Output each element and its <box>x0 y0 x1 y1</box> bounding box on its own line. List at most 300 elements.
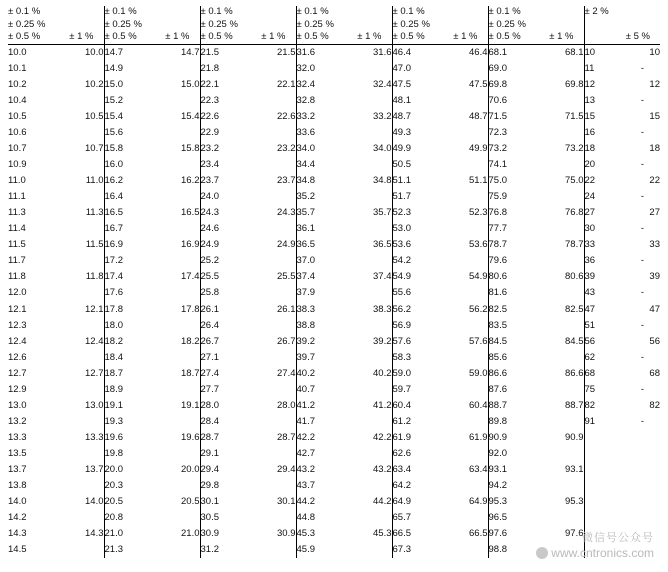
value-cell-secondary <box>440 542 488 558</box>
value-cell-secondary: 33 <box>649 239 660 251</box>
value-table-3 <box>201 45 296 559</box>
value-cell-primary: 54.9 <box>392 271 411 283</box>
value-cell-primary: 30 <box>584 223 596 235</box>
value-cell-primary: 22.1 <box>200 78 219 90</box>
value-cell-primary: 31.6 <box>296 46 315 58</box>
value-cell-secondary <box>152 125 200 141</box>
value-cell-secondary <box>622 526 660 542</box>
value-cell-secondary: - <box>640 191 644 203</box>
value-cell-primary: 16.4 <box>104 191 123 203</box>
value-cell-primary: 66.5 <box>392 528 411 540</box>
value-cell-secondary: 10.5 <box>85 110 104 122</box>
value-row <box>585 510 661 526</box>
header-group-3 <box>200 6 296 31</box>
value-cell-secondary <box>536 61 584 77</box>
value-row <box>585 542 661 558</box>
value-cell-primary: 43.2 <box>296 464 315 475</box>
value-cell-secondary: 59.0 <box>469 367 488 379</box>
value-cell-secondary: 90.9 <box>565 431 584 443</box>
value-table-2 <box>105 45 200 559</box>
value-row <box>585 350 661 366</box>
value-row <box>8 77 104 93</box>
value-cell-primary: 27.4 <box>200 367 219 379</box>
value-row <box>489 77 584 93</box>
value-row <box>8 398 104 414</box>
value-cell-secondary: 69.8 <box>565 78 584 90</box>
value-table-4 <box>297 45 392 559</box>
value-cell-secondary <box>56 350 104 366</box>
value-cell-secondary: 47 <box>649 303 660 315</box>
value-row <box>585 285 661 301</box>
value-cell-secondary <box>152 350 200 366</box>
value-cell-secondary: 13.3 <box>85 431 104 443</box>
value-row <box>489 494 584 510</box>
value-cell-primary: 16 <box>584 127 596 139</box>
value-cell-primary <box>585 510 623 526</box>
value-cell-primary: 11.4 <box>8 223 26 235</box>
value-row <box>585 382 661 398</box>
value-cell-secondary: 80.6 <box>565 271 584 283</box>
value-cell-primary <box>585 462 623 478</box>
value-cell-secondary <box>536 318 584 334</box>
value-cell-primary: 62 <box>584 351 596 363</box>
value-cell-secondary: 86.6 <box>565 367 584 379</box>
value-cell-secondary <box>344 61 392 77</box>
value-row <box>489 430 584 446</box>
value-cell-primary: 75.0 <box>488 175 507 187</box>
value-row <box>297 205 392 221</box>
header-tolerance-line: ± 0.1 % <box>200 6 233 17</box>
value-cell-secondary: 14.0 <box>85 496 104 508</box>
value-row <box>8 302 104 318</box>
value-cell-secondary: 71.5 <box>565 110 584 122</box>
value-cell-secondary <box>536 157 584 173</box>
value-cell-primary: 19.6 <box>104 431 123 443</box>
value-cell-primary: 61.9 <box>392 431 411 443</box>
value-row <box>8 221 104 237</box>
value-cell-primary: 72.3 <box>488 127 507 139</box>
value-cell-secondary: 12.7 <box>85 367 104 379</box>
value-cell-secondary <box>56 510 104 526</box>
subheader-group-1 <box>8 31 104 44</box>
value-cell-primary: 43 <box>584 287 596 299</box>
value-cell-primary: 34.8 <box>296 175 315 187</box>
subheader-right-tolerance: ± 1 % <box>453 31 478 43</box>
value-cell-secondary <box>56 189 104 205</box>
value-row <box>201 526 296 542</box>
value-cell-primary: 20.8 <box>104 512 123 524</box>
value-cell-secondary: 30.9 <box>277 528 296 540</box>
value-cell-primary: 58.3 <box>392 351 411 363</box>
value-cell-primary: 30.9 <box>200 528 219 540</box>
value-cell-primary: 98.8 <box>488 544 507 556</box>
value-row <box>201 285 296 301</box>
value-row <box>201 462 296 478</box>
value-cell-primary: 70.6 <box>488 94 507 106</box>
value-row <box>201 302 296 318</box>
value-cell-primary: 56 <box>584 335 596 347</box>
table-body-row <box>8 44 660 558</box>
value-row <box>489 318 584 334</box>
value-cell-secondary: 10.0 <box>85 46 104 58</box>
value-row <box>297 253 392 269</box>
value-cell-primary: 11.7 <box>8 255 26 267</box>
value-cell-secondary <box>248 285 296 301</box>
value-cell-primary: 49.3 <box>392 127 411 139</box>
value-cell-primary: 48.7 <box>392 110 411 122</box>
value-cell-primary: 61.2 <box>392 415 411 427</box>
value-cell-primary: 37.9 <box>296 287 315 299</box>
value-cell-secondary: 13.0 <box>85 399 104 411</box>
value-cell-secondary: 78.7 <box>565 239 584 251</box>
value-row <box>393 382 488 398</box>
value-cell-secondary: 44.2 <box>373 496 392 508</box>
value-cell-primary: 10.0 <box>8 46 27 58</box>
table-subheader-row <box>8 31 660 44</box>
subheader-left-tolerance: ± 0.5 % <box>392 31 425 43</box>
value-cell-primary: 21.5 <box>200 46 219 58</box>
value-row <box>393 141 488 157</box>
value-row <box>105 430 200 446</box>
value-cell-primary: 42.2 <box>296 431 315 443</box>
value-cell-secondary <box>536 285 584 301</box>
value-cell-primary: 11.5 <box>8 239 26 251</box>
value-cell-secondary <box>56 382 104 398</box>
value-row <box>489 269 584 285</box>
value-row <box>489 221 584 237</box>
value-cell-primary: 37.4 <box>296 271 315 283</box>
subheader-group-7 <box>584 31 660 44</box>
value-cell-secondary <box>440 510 488 526</box>
value-row <box>585 109 661 125</box>
value-table-1 <box>8 45 104 559</box>
value-cell-secondary: 12.4 <box>85 335 104 347</box>
value-cell-secondary: 32.4 <box>373 78 392 90</box>
value-cell-primary: 45.9 <box>296 544 315 556</box>
value-cell-secondary: 12 <box>649 78 660 90</box>
value-row <box>489 109 584 125</box>
value-cell-primary: 84.5 <box>488 335 507 347</box>
value-cell-primary: 93.1 <box>488 464 507 475</box>
value-row <box>201 157 296 173</box>
value-cell-primary: 76.8 <box>488 207 507 219</box>
value-row <box>489 398 584 414</box>
value-cell-primary: 13.2 <box>8 415 27 427</box>
value-cell-secondary: 10 <box>649 46 660 58</box>
value-row <box>297 93 392 109</box>
value-cell-secondary <box>440 125 488 141</box>
value-row <box>489 414 584 430</box>
value-cell-secondary <box>622 494 660 510</box>
value-row <box>489 157 584 173</box>
value-cell-secondary: 31.6 <box>373 46 392 58</box>
value-row <box>585 61 661 77</box>
value-cell-secondary <box>536 414 584 430</box>
value-cell-secondary <box>152 189 200 205</box>
watermark-chinese-text: 微信号公众号 <box>582 532 654 544</box>
value-cell-primary: 14.0 <box>8 496 27 508</box>
value-cell-secondary <box>56 125 104 141</box>
value-row <box>105 141 200 157</box>
header-tolerance-line: ± 0.1 % <box>8 6 41 17</box>
value-cell-primary: 65.7 <box>392 512 411 524</box>
value-cell-secondary: 33.2 <box>373 110 392 122</box>
value-row <box>393 366 488 382</box>
value-cell-primary: 77.7 <box>488 223 507 235</box>
value-cell-secondary: 28.7 <box>277 431 296 443</box>
value-row <box>489 173 584 189</box>
value-row <box>393 125 488 141</box>
value-row <box>489 61 584 77</box>
value-row <box>201 494 296 510</box>
value-cell-secondary <box>440 414 488 430</box>
value-cell-secondary <box>56 157 104 173</box>
value-row <box>8 253 104 269</box>
value-row <box>585 77 661 93</box>
value-cell-primary: 47.0 <box>392 62 411 74</box>
value-cell-primary: 11.3 <box>8 207 26 219</box>
header-tolerance-line: ± 0.25 % <box>392 18 430 30</box>
value-cell-primary: 24.0 <box>200 191 219 203</box>
value-cell-primary: 20.3 <box>104 480 123 492</box>
value-row <box>393 285 488 301</box>
value-cell-secondary: 88.7 <box>565 399 584 411</box>
value-row <box>297 318 392 334</box>
subheader-left-tolerance: ± 0.5 % <box>8 31 41 43</box>
value-cell-secondary: 17.8 <box>181 303 200 315</box>
value-cell-primary: 36 <box>584 255 596 267</box>
value-row <box>489 478 584 494</box>
value-row <box>201 45 296 61</box>
value-row <box>8 45 104 61</box>
value-cell-primary: 13 <box>584 94 596 106</box>
value-cell-secondary: 34.8 <box>373 175 392 187</box>
value-cell-secondary <box>344 382 392 398</box>
value-row <box>105 93 200 109</box>
value-cell-primary <box>585 494 623 510</box>
value-cell-secondary: 76.8 <box>565 207 584 219</box>
value-cell-secondary: 14.7 <box>181 46 200 58</box>
value-row <box>489 189 584 205</box>
value-row <box>585 366 661 382</box>
value-cell-secondary: 10.7 <box>85 143 104 155</box>
value-cell-primary: 56.2 <box>392 303 411 315</box>
value-cell-secondary: - <box>640 159 644 171</box>
value-cell-secondary <box>344 350 392 366</box>
value-cell-primary: 46.4 <box>392 46 411 58</box>
value-cell-primary: 33.2 <box>296 110 315 122</box>
value-cell-primary: 13.3 <box>8 431 27 443</box>
value-cell-primary <box>585 446 623 462</box>
value-cell-primary: 22 <box>584 175 596 187</box>
value-cell-primary: 64.2 <box>392 480 411 492</box>
subheader-left-tolerance: ± 0.5 % <box>296 31 329 43</box>
value-cell-secondary: 22.6 <box>277 110 296 122</box>
value-row <box>393 253 488 269</box>
value-row <box>393 93 488 109</box>
value-row <box>201 109 296 125</box>
value-row <box>105 462 200 478</box>
value-cell-secondary: 21.0 <box>181 528 200 540</box>
value-row <box>585 478 661 494</box>
value-cell-secondary: 34.0 <box>373 143 392 155</box>
value-row <box>393 334 488 350</box>
value-row <box>585 318 661 334</box>
value-cell-primary: 90.9 <box>488 431 507 443</box>
value-row <box>393 189 488 205</box>
value-cell-primary: 20.5 <box>104 496 123 508</box>
value-cell-primary: 23.4 <box>200 159 219 171</box>
value-row <box>8 478 104 494</box>
value-cell-primary: 39.7 <box>296 351 315 363</box>
value-row <box>8 414 104 430</box>
value-row <box>393 109 488 125</box>
value-cell-secondary <box>344 446 392 462</box>
value-cell-secondary: 97.6 <box>565 528 584 540</box>
value-cell-primary: 74.1 <box>488 159 507 171</box>
value-cell-secondary <box>440 61 488 77</box>
value-cell-secondary: 24.3 <box>277 207 296 219</box>
value-row <box>585 398 661 414</box>
value-cell-primary: 13.0 <box>8 399 27 411</box>
value-cell-secondary <box>56 478 104 494</box>
value-cell-secondary: 64.9 <box>469 496 488 508</box>
value-cell-secondary: 43.2 <box>373 464 392 475</box>
value-table-5 <box>393 45 488 559</box>
value-cell-secondary: 18 <box>649 143 660 155</box>
value-row <box>489 510 584 526</box>
value-cell-primary: 14.9 <box>104 62 123 74</box>
value-cell-secondary: 15.8 <box>181 143 200 155</box>
value-row <box>201 542 296 558</box>
value-cell-secondary: 68.1 <box>565 46 584 58</box>
value-row <box>297 510 392 526</box>
header-group-4 <box>296 6 392 31</box>
value-cell-secondary: 23.7 <box>277 175 296 187</box>
value-row <box>297 334 392 350</box>
subheader-group-5 <box>392 31 488 44</box>
value-cell-secondary: 42.2 <box>373 431 392 443</box>
value-row <box>201 77 296 93</box>
value-cell-secondary: 26.1 <box>277 303 296 315</box>
value-cell-secondary <box>440 350 488 366</box>
value-row <box>8 494 104 510</box>
value-cell-primary: 12.6 <box>8 351 27 363</box>
value-row <box>105 334 200 350</box>
value-row <box>105 366 200 382</box>
value-row <box>297 542 392 558</box>
value-cell-secondary: 84.5 <box>565 335 584 347</box>
value-cell-secondary <box>536 382 584 398</box>
value-row <box>489 141 584 157</box>
value-row <box>105 398 200 414</box>
value-row <box>105 125 200 141</box>
value-cell-secondary <box>248 61 296 77</box>
value-cell-primary: 15 <box>584 110 596 122</box>
value-cell-primary: 39.2 <box>296 335 315 347</box>
value-cell-primary: 14.5 <box>8 544 27 556</box>
value-row <box>393 478 488 494</box>
value-cell-primary: 55.6 <box>392 287 411 299</box>
value-cell-secondary: - <box>640 351 644 363</box>
subheader-right-tolerance: ± 5 % <box>625 31 650 43</box>
value-cell-secondary <box>536 478 584 494</box>
value-cell-primary: 14.3 <box>8 528 27 540</box>
value-cell-primary: 69.8 <box>488 78 507 90</box>
value-row <box>201 414 296 430</box>
value-cell-secondary: 15.4 <box>181 110 200 122</box>
value-cell-secondary <box>152 318 200 334</box>
value-row <box>105 237 200 253</box>
value-cell-primary: 14.7 <box>104 46 123 58</box>
value-cell-secondary <box>344 189 392 205</box>
value-cell-secondary: 29.4 <box>277 464 296 475</box>
data-group-6 <box>488 44 584 558</box>
value-cell-secondary <box>536 446 584 462</box>
value-cell-primary: 95.3 <box>488 496 507 508</box>
value-row <box>393 510 488 526</box>
value-cell-primary: 54.2 <box>392 255 411 267</box>
value-cell-secondary: - <box>640 94 644 106</box>
value-cell-primary: 17.4 <box>104 271 123 283</box>
value-cell-primary: 86.6 <box>488 367 507 379</box>
value-cell-secondary: 75.0 <box>565 175 584 187</box>
value-row <box>585 414 661 430</box>
value-cell-secondary <box>440 157 488 173</box>
value-cell-primary: 26.1 <box>200 303 219 315</box>
value-cell-secondary <box>344 157 392 173</box>
value-cell-primary: 96.5 <box>488 512 507 524</box>
value-cell-primary: 15.8 <box>104 143 123 155</box>
value-row <box>297 350 392 366</box>
value-row <box>8 141 104 157</box>
value-row <box>489 350 584 366</box>
value-cell-secondary <box>536 125 584 141</box>
value-cell-primary: 15.2 <box>104 94 123 106</box>
value-cell-primary: 71.5 <box>488 110 507 122</box>
value-cell-primary: 44.2 <box>296 496 315 508</box>
value-cell-secondary <box>56 253 104 269</box>
value-cell-primary: 24.3 <box>200 207 219 219</box>
value-cell-secondary <box>622 446 660 462</box>
header-tolerance-line: ± 0.1 % <box>392 6 425 17</box>
value-row <box>393 494 488 510</box>
header-tolerance-line: ± 0.1 % <box>488 6 521 17</box>
value-cell-primary: 41.2 <box>296 399 315 411</box>
value-cell-primary: 44.8 <box>296 512 315 524</box>
value-cell-primary: 49.9 <box>392 143 411 155</box>
value-cell-primary: 20.0 <box>104 464 123 475</box>
value-cell-secondary: 22 <box>649 175 660 187</box>
value-row <box>105 318 200 334</box>
value-cell-primary: 51.1 <box>392 175 411 187</box>
value-cell-primary: 79.6 <box>488 255 507 267</box>
value-cell-secondary: - <box>640 255 644 267</box>
value-cell-primary: 19.8 <box>104 447 123 459</box>
value-cell-secondary <box>56 542 104 558</box>
value-cell-secondary <box>56 61 104 77</box>
value-row <box>489 542 584 558</box>
value-cell-primary: 51 <box>584 319 596 331</box>
value-table-7 <box>585 45 661 559</box>
value-row <box>8 430 104 446</box>
value-row <box>201 221 296 237</box>
value-row <box>585 462 661 478</box>
value-row <box>297 157 392 173</box>
value-cell-secondary: 20.5 <box>181 496 200 508</box>
value-cell-primary: 23.2 <box>200 143 219 155</box>
value-cell-secondary <box>536 221 584 237</box>
